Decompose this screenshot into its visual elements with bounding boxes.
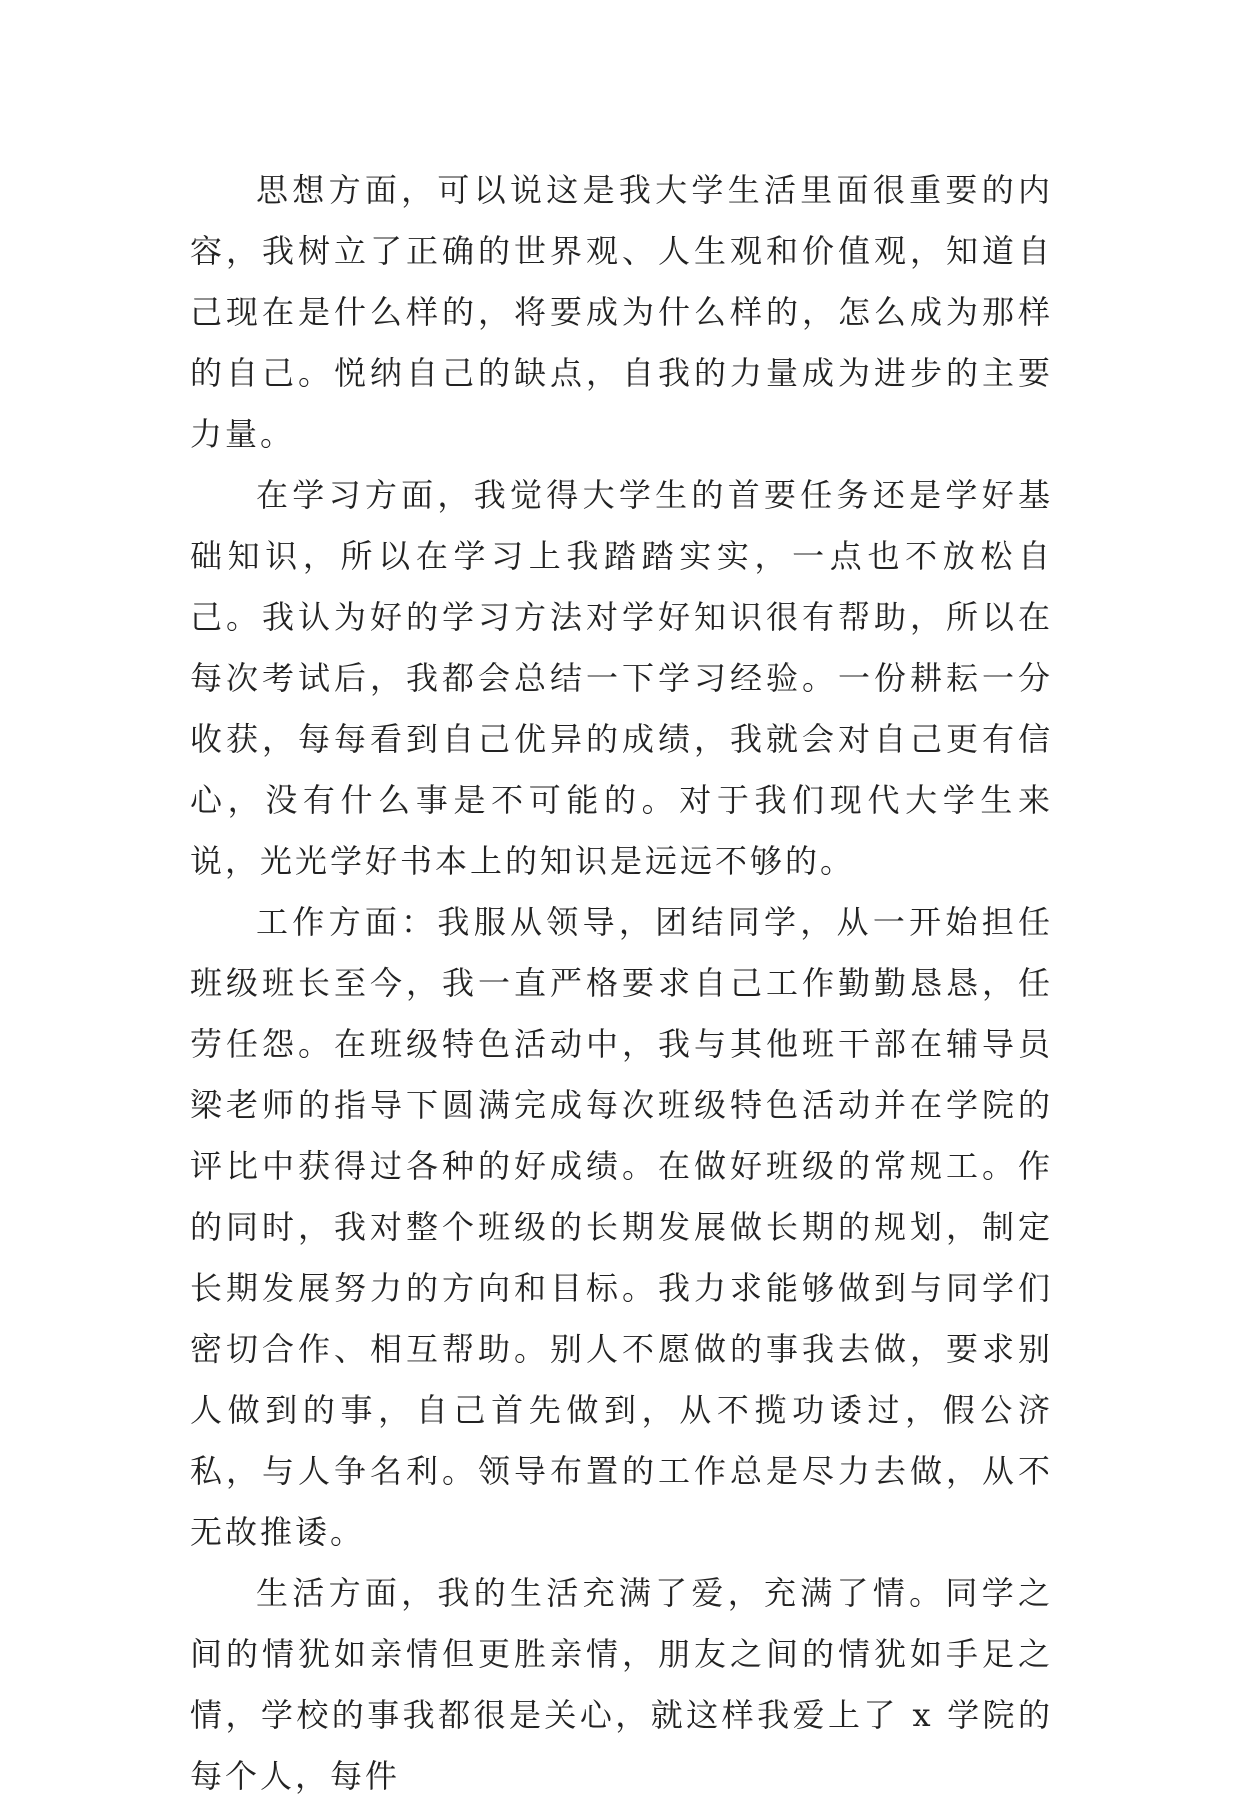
paragraph-ideology: 思想方面，可以说这是我大学生活里面很重要的内容，我树立了正确的世界观、人生观和价值观，知道自己现在是什么样的，将要成为什么样的，怎么成为那样的自己。悦纳自己的缺点，自我的力量成为进步的主要力量。 xyxy=(190,171,1053,453)
paragraph-work: 工作方面：我服从领导，团结同学，从一开始担任班级班长至今，我一直严格要求自己工作勤勤恳恳，任劳任怨。在班级特色活动中，我与其他班干部在辅导员梁老师的指导下圆满完成每次班级特色活动并在学院的评比中获得过各种的好成绩。在做好班级的常规工。作的同时，我对整个班级的长期发展做长期的规划，制定长期发展努力的方向和目标。我力求能够做到与同学们密切合作、相互帮助。别人不愿做的事我去做，要求别人做到的事，自己首先做到，从不揽功诿过，假公济私，与人争名利。领导布置的工作总是尽力去做，从不无故推诿。 xyxy=(190,903,1053,1551)
paragraph-life: 生活方面，我的生活充满了爱，充满了情。同学之间的情犹如亲情但更胜亲情，朋友之间的情犹如手足之情，学校的事我都很是关心，就这样我爱上了 x 学院的每个人，每件 xyxy=(190,1574,1053,1795)
document-body xyxy=(190,160,1053,1807)
paragraph-study: 在学习方面，我觉得大学生的首要任务还是学好基础知识，所以在学习上我踏踏实实，一点也不放松自己。我认为好的学习方法对学好知识很有帮助，所以在每次考试后，我都会总结一下学习经验。一份耕耘一分收获，每每看到自己优异的成绩，我就会对自己更有信心，没有什么事是不可能的。对于我们现代大学生来说，光光学好书本上的知识是远远不够的。 xyxy=(190,476,1053,880)
